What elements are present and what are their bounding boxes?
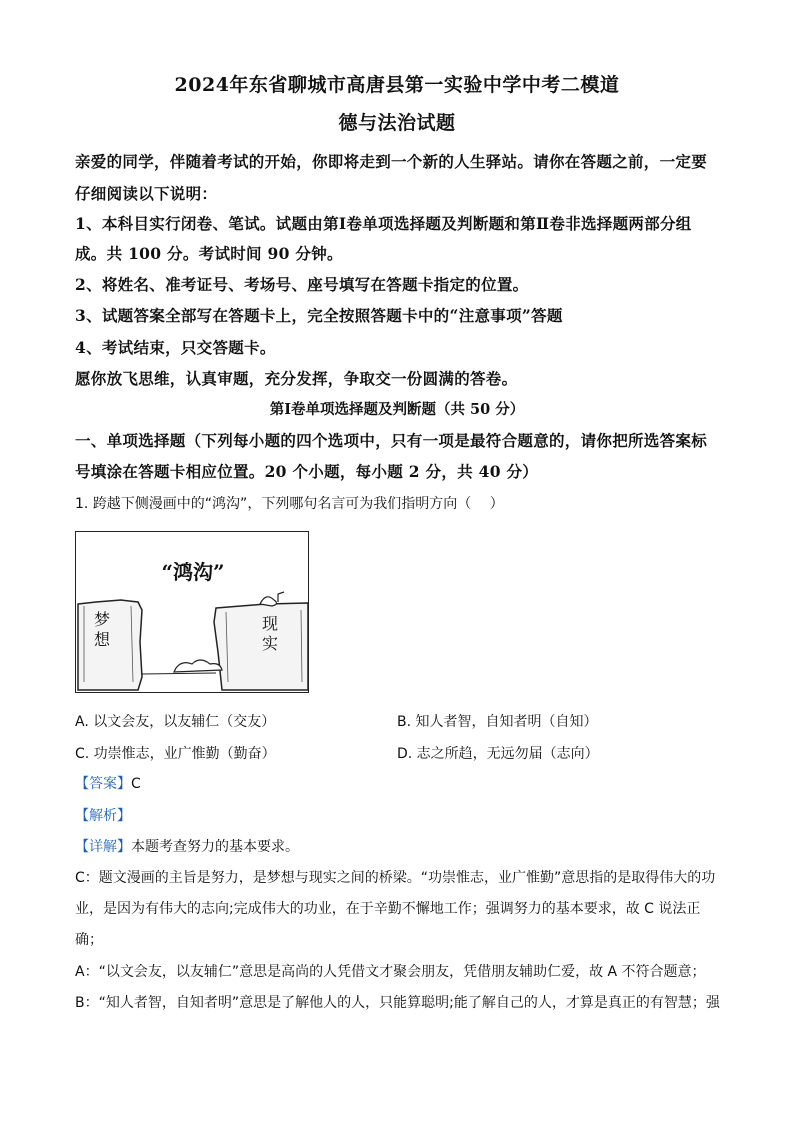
answer-tag: 【答案】 xyxy=(75,776,131,792)
explanation-c-line-2: 业，是因为有伟大的志向;完成伟大的功业，在于辛勤不懈地工作；强调努力的基本要求，故 C 说法正 xyxy=(75,901,701,917)
instruction-4: 4、考试结束，只交答题卡。 xyxy=(75,338,276,357)
analysis-line xyxy=(75,806,725,826)
person-figure xyxy=(260,597,277,606)
answer-line xyxy=(75,774,725,794)
comic-image xyxy=(75,531,309,693)
instruction-3: 3、试题答案全部写在答题卡上，完全按照答题卡中的“注意事项”答题 xyxy=(75,306,563,325)
intro-line-1: 亲爱的同学，伴随着考试的开始，你即将走到一个新的人生驿站。请你在答题之前，一定要 xyxy=(75,152,708,171)
wish-line: 愿你放飞思维，认真审题，充分发挥，争取交一份圆满的答卷。 xyxy=(75,369,518,388)
intro-line-2: 仔细阅读以下说明： xyxy=(75,184,218,203)
exam-subtitle: 德与法治试题 xyxy=(338,112,456,134)
instruction-2: 2、将姓名、准考证号、考场号、座号填写在答题卡指定的位置。 xyxy=(75,275,529,294)
comic-label-reality xyxy=(262,614,278,654)
comic-label-dream-1: 梦 xyxy=(94,610,111,629)
question-1-stem: 1. 跨越下侧漫画中的“鸿沟”，下列哪句名言可为我们指明方向（ ） xyxy=(75,496,504,512)
analysis-tag: 【解析】 xyxy=(75,808,131,824)
exam-title: 2024年东省聊城市高唐县第一实验中学中考二模道 xyxy=(174,74,620,96)
section-title: 第Ⅰ卷单项选择题及判断题（共 50 分） xyxy=(269,401,525,418)
option-b: B. 知人者智，自知者明（自知） xyxy=(397,714,598,730)
detail-line xyxy=(75,837,725,857)
explanation-c-line-1: C：题文漫画的主旨是努力，是梦想与现实之间的桥梁。“功崇惟志，业广惟勤”意思指的是取得伟大的功 xyxy=(75,870,716,886)
detail-tag: 【详解】 xyxy=(75,839,131,855)
instruction-1-line-1: 1、本科目实行闭卷、笔试。试题由第Ⅰ卷单项选择题及判断题和第Ⅱ卷非选择题两部分组 xyxy=(75,214,692,233)
cloud xyxy=(174,660,222,672)
comic-title: “鸿沟” xyxy=(161,560,225,584)
answer-value: C xyxy=(131,776,141,792)
detail-text: 本题考查努力的基本要求。 xyxy=(131,839,299,855)
comic-label-dream xyxy=(94,610,110,650)
comic-label-reality-1: 现 xyxy=(262,614,279,633)
explanation-a: A：“以文会友，以友辅仁”意思是高尚的人凭借文才聚会朋友，凭借朋友辅助仁爱，故 A 不符合题意； xyxy=(75,964,706,980)
part1-instruction-line-2: 号填涂在答题卡相应位置。20 个小题，每小题 2 分，共 40 分） xyxy=(75,462,539,481)
comic-label-reality-2: 实 xyxy=(262,634,279,653)
part1-instruction-line-1: 一、单项选择题（下列每小题的四个选项中，只有一项是最符合题意的，请你把所选答案标 xyxy=(75,431,708,450)
comic-label-dream-2: 想 xyxy=(94,630,111,649)
instruction-1-line-2: 成。共 100 分。考试时间 90 分钟。 xyxy=(75,244,343,263)
explanation-c-line-3: 确； xyxy=(75,932,103,948)
option-a: A. 以文会友，以友辅仁（交友） xyxy=(75,714,276,730)
option-d: D. 志之所趋，无远勿届（志向） xyxy=(397,746,599,762)
explanation-b: B：“知人者智，自知者明”意思是了解他人的人，只能算聪明;能了解自己的人，才算是真正的有智慧；强 xyxy=(75,995,720,1011)
option-c: C. 功崇惟志，业广惟勤（勤奋） xyxy=(75,746,276,762)
